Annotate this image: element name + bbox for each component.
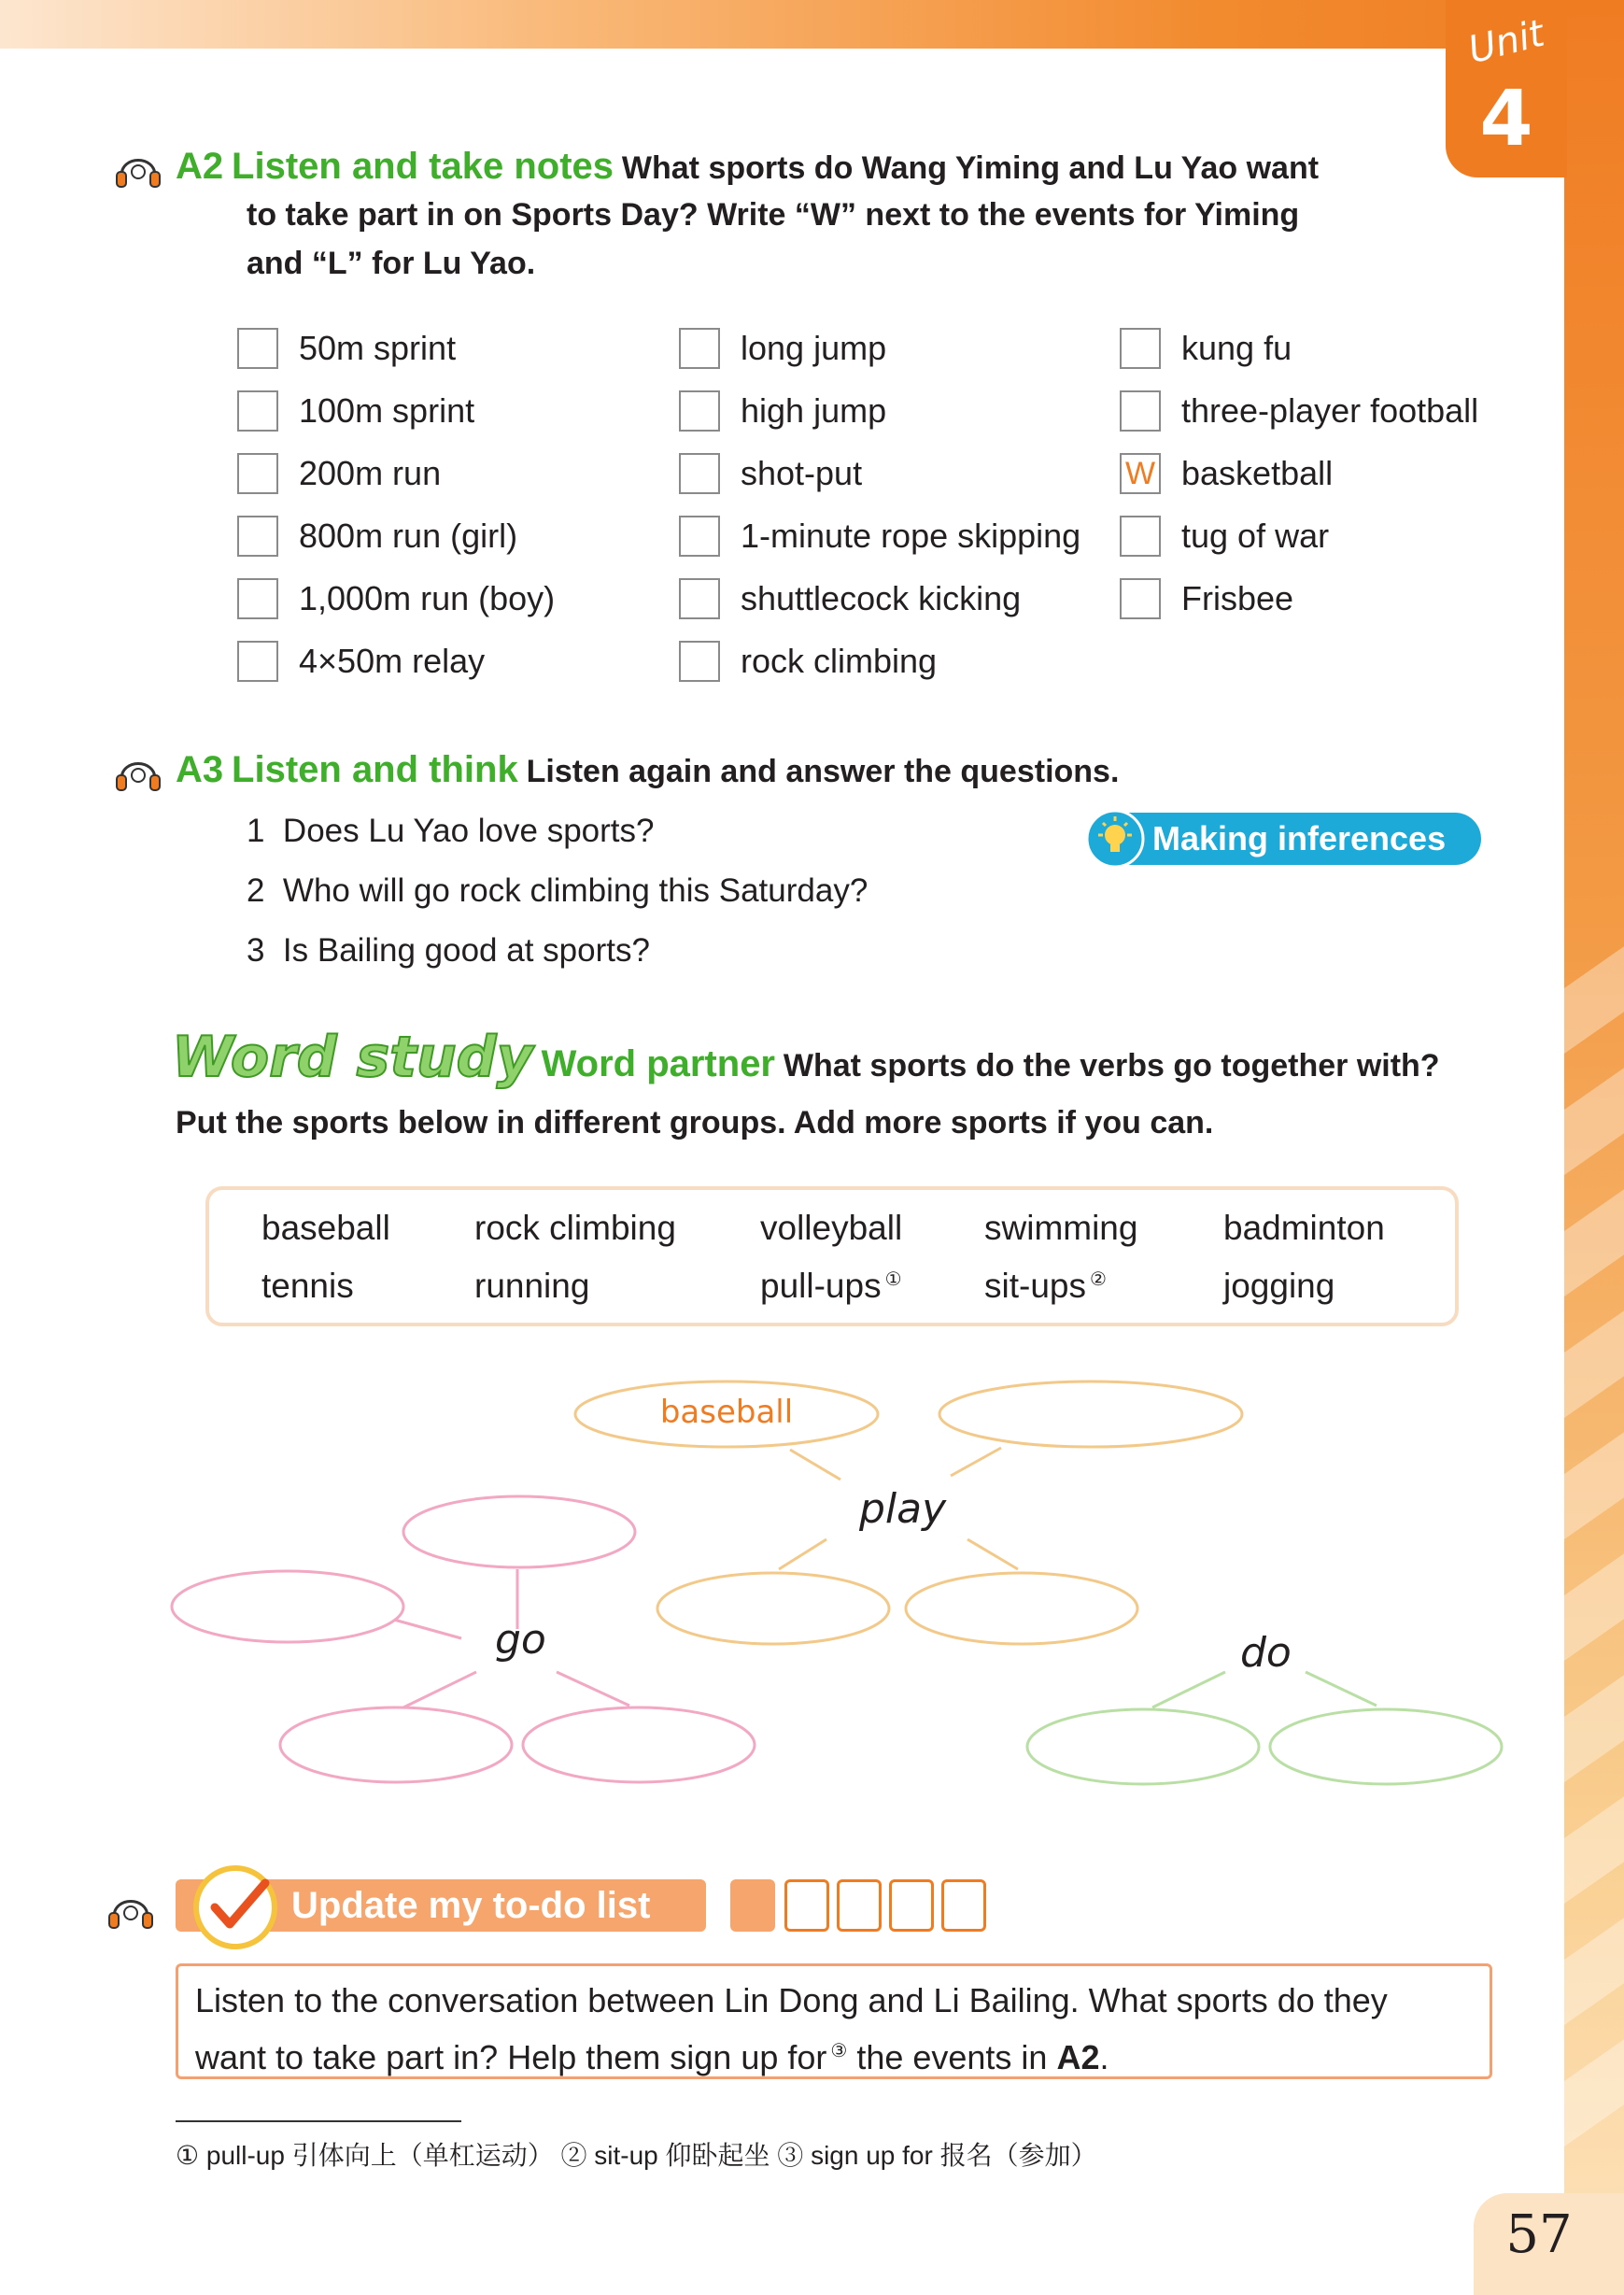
word-bank-word: running xyxy=(474,1267,590,1305)
event-label: rock climbing xyxy=(741,642,938,680)
event-label: 1-minute rope skipping xyxy=(741,517,1081,555)
progress-square xyxy=(941,1879,986,1932)
event-checkbox[interactable]: W xyxy=(1120,453,1161,494)
play-connector xyxy=(951,1448,1001,1476)
play-example-word: baseball xyxy=(659,1394,794,1431)
question-number: 2 xyxy=(247,872,265,909)
go-connector xyxy=(394,1620,461,1638)
word-bank-word: badminton xyxy=(1223,1209,1385,1247)
event-label: 50m sprint xyxy=(299,329,457,367)
event-label: high jump xyxy=(741,391,887,430)
do-connector xyxy=(1306,1672,1377,1706)
word-bank-word: jogging xyxy=(1223,1267,1335,1305)
play-oval-answer[interactable] xyxy=(906,1573,1137,1644)
a2-code: A2 xyxy=(176,146,224,187)
go-oval-answer[interactable] xyxy=(403,1496,635,1567)
question-text: Is Bailing good at sports? xyxy=(282,932,650,969)
event-label: 200m run xyxy=(299,454,442,492)
a3-title: Listen and think xyxy=(232,749,518,790)
event-label: 1,000m run (boy) xyxy=(299,579,556,617)
checkmark-icon xyxy=(191,1863,280,1952)
a3-code: A3 xyxy=(176,749,224,790)
question-number: 3 xyxy=(247,932,265,969)
a2-instruction-line3: and “L” for Lu Yao. xyxy=(247,246,536,281)
go-oval-answer[interactable] xyxy=(280,1707,512,1782)
event-label: three-player football xyxy=(1181,391,1479,430)
word-bank-word: tennis xyxy=(261,1267,354,1305)
verb-play: play xyxy=(859,1485,947,1533)
go-oval-answer[interactable] xyxy=(172,1571,403,1642)
a2-title: Listen and take notes xyxy=(232,146,614,187)
word-study-instruction-line1: What sports do the verbs go together with? xyxy=(783,1048,1440,1084)
event-label: shot-put xyxy=(741,454,863,492)
word-bank-word: sit-ups xyxy=(984,1267,1086,1305)
word-study-instruction-line2: Put the sports below in different groups. Add more sports if you can. xyxy=(176,1105,1214,1140)
progress-square-filled xyxy=(730,1879,775,1932)
event-label: 4×50m relay xyxy=(299,642,486,680)
event-label: 100m sprint xyxy=(299,391,475,430)
footnote-marker: ③ xyxy=(830,2041,848,2061)
event-label: shuttlecock kicking xyxy=(741,579,1022,617)
go-oval-answer[interactable] xyxy=(523,1707,755,1782)
do-connector xyxy=(1152,1672,1225,1707)
word-bank-word: swimming xyxy=(984,1209,1138,1247)
do-oval-answer[interactable] xyxy=(1027,1709,1259,1784)
unit-number: 4 xyxy=(1479,75,1533,163)
verb-go: go xyxy=(495,1616,546,1664)
progress-square xyxy=(889,1879,934,1932)
question-text: Who will go rock climbing this Saturday? xyxy=(282,872,868,909)
a3-instruction: Listen again and answer the questions. xyxy=(526,754,1120,789)
badge-label: Making inferences xyxy=(1152,819,1447,857)
page-number: 57 xyxy=(1505,2204,1573,2265)
todo-text-line1: Listen to the conversation between Lin Dong and Li Bailing. What sports do they xyxy=(195,1981,1388,2019)
a2-instruction-line1: What sports do Wang Yiming and Lu Yao want xyxy=(621,150,1320,186)
todo-title: Update my to-do list xyxy=(291,1885,651,1926)
go-connector xyxy=(557,1672,629,1706)
event-label: kung fu xyxy=(1181,329,1292,367)
footnote-rule xyxy=(176,2120,461,2122)
question-number: 1 xyxy=(247,813,265,849)
word-bank-word: rock climbing xyxy=(474,1209,676,1247)
a2-instruction-line2: to take part in on Sports Day? Write “W” next to the events for Yiming xyxy=(247,197,1300,233)
word-study-title: Word study xyxy=(172,1025,533,1090)
todo-task-box xyxy=(176,1963,1492,2079)
verb-do: do xyxy=(1240,1629,1292,1677)
event-label: Frisbee xyxy=(1181,579,1294,617)
word-bank-word: volleyball xyxy=(760,1209,903,1247)
todo-text-bold: A2 xyxy=(1056,2038,1100,2076)
footnote-marker: ② xyxy=(1089,1268,1107,1290)
event-label: 800m run (girl) xyxy=(299,517,518,555)
word-partner-subtitle: Word partner xyxy=(541,1043,775,1084)
event-label: basketball xyxy=(1181,454,1334,492)
word-bank-word: baseball xyxy=(261,1209,390,1247)
todo-text-line2 xyxy=(195,2026,1473,2083)
play-oval-answer[interactable] xyxy=(939,1381,1242,1447)
play-connector xyxy=(790,1450,840,1480)
question-text: Does Lu Yao love sports? xyxy=(282,813,655,849)
play-oval-answer[interactable] xyxy=(657,1573,889,1644)
do-oval-answer[interactable] xyxy=(1270,1709,1502,1784)
word-bank-word: pull-ups xyxy=(760,1267,882,1305)
play-connector xyxy=(967,1539,1018,1569)
footnotes: ① pull-up 引体向上（单杠运动） ② sit-up 仰卧起坐 ③ sign up for 报名（参加） xyxy=(176,2141,1097,2170)
progress-square xyxy=(837,1879,882,1932)
play-connector xyxy=(779,1539,826,1569)
progress-square xyxy=(784,1879,829,1932)
todo-text-part: . xyxy=(1099,2038,1109,2076)
todo-text-part: want to take part in? Help them sign up for xyxy=(195,2038,827,2076)
unit-word: Unit xyxy=(1463,11,1549,73)
headphone-icon xyxy=(105,1889,157,1932)
go-connector xyxy=(403,1672,476,1707)
event-label: long jump xyxy=(741,329,887,367)
todo-text-part: the events in xyxy=(847,2038,1057,2076)
event-label: tug of war xyxy=(1181,517,1330,555)
footnote-marker: ① xyxy=(884,1268,902,1290)
